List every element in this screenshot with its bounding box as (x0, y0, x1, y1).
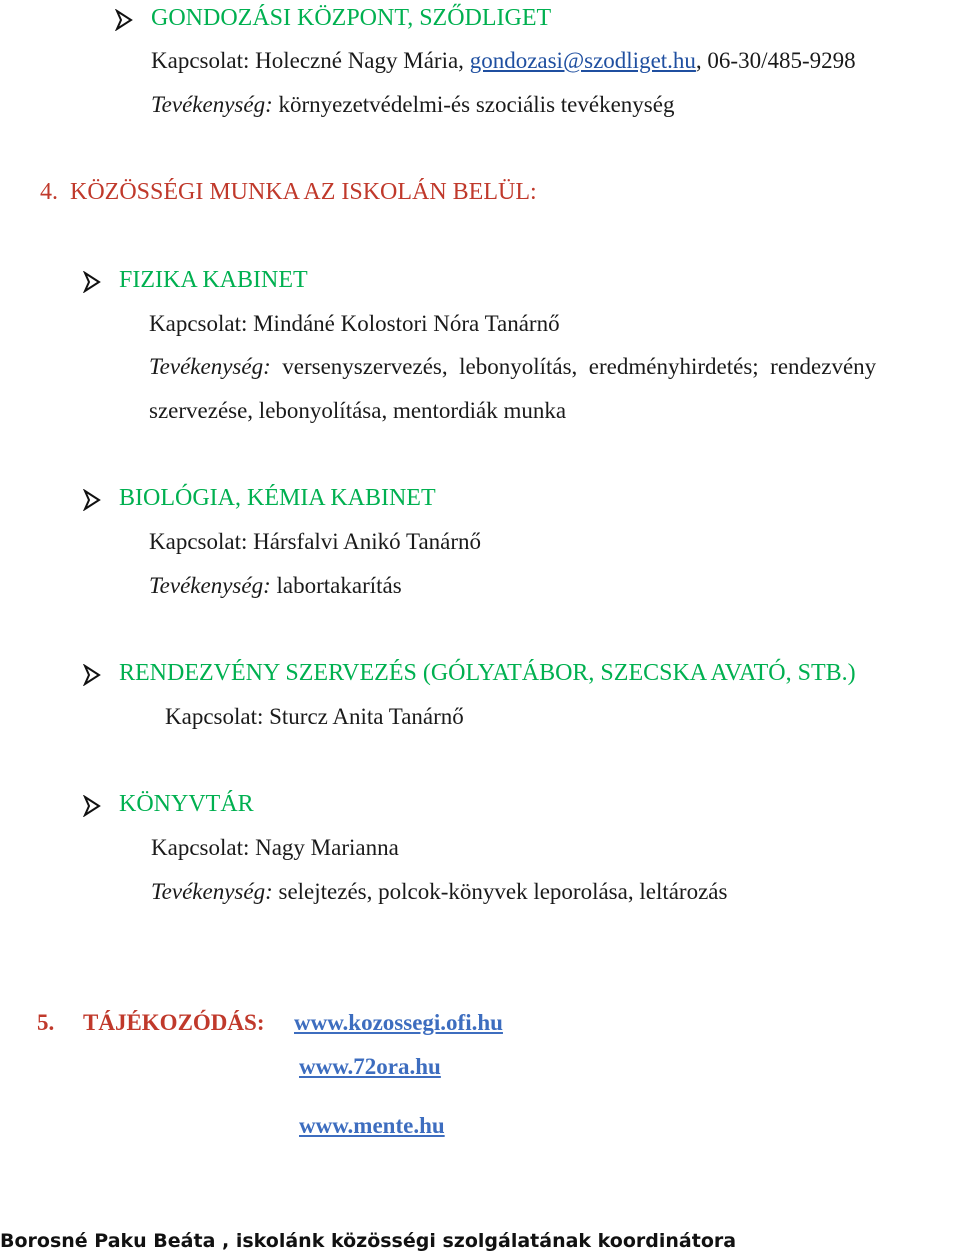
activity-text: versenyszervezés, lebonyolítás, eredményhirdetés; rendezvény (282, 354, 877, 379)
contact-line-gondozasi (151, 48, 856, 74)
bullet-arrow-icon (82, 489, 102, 511)
link-72ora[interactable]: www.72ora.hu (299, 1054, 441, 1079)
section-title-biologia: BIOLÓGIA, KÉMIA KABINET (119, 485, 436, 511)
bullet-arrow-icon (82, 271, 102, 293)
section-number-5: 5. (37, 1010, 55, 1035)
activity-line-fizika (149, 354, 876, 380)
section-title-fizika: FIZIKA KABINET (119, 267, 308, 293)
contact-name: Holeczné Nagy Mária, (255, 48, 464, 73)
email-link[interactable]: gondozasi@szodliget.hu (469, 48, 696, 73)
link-mente[interactable]: www.mente.hu (299, 1113, 445, 1138)
section-title-gondozasi: GONDOZÁSI KÖZPONT, SZŐDLIGET (151, 5, 552, 31)
activity-line2-fizika: szervezése, lebonyolítása, mentordiák munka (149, 398, 567, 423)
contact-label: Kapcsolat: (151, 48, 250, 73)
activity-label: Tevékenység: (149, 354, 271, 379)
activity-line-konyvtar (151, 879, 727, 905)
bullet-arrow-icon (82, 664, 102, 686)
section-heading-4: 4. KÖZÖSSÉGI MUNKA AZ ISKOLÁN BELÜL: (40, 179, 537, 205)
contact-line-fizika: Kapcsolat: Mindáné Kolostori Nóra Tanárnő (149, 311, 560, 336)
activity-line-biologia (149, 573, 402, 599)
phone-number: , 06-30/485-9298 (695, 48, 856, 73)
contact-line-rendezveny: Kapcsolat: Sturcz Anita Tanárnő (165, 704, 464, 729)
bullet-arrow-icon (114, 9, 134, 31)
section-title-konyvtar: KÖNYVTÁR (119, 791, 254, 817)
link-kozossegi[interactable]: www.kozossegi.ofi.hu (294, 1010, 503, 1035)
footer-author: Borosné Paku Beáta , iskolánk közösségi szolgálatának koordinátora (0, 1230, 737, 1252)
activity-text: selejtezés, polcok-könyvek leporolása, leltározás (278, 879, 728, 904)
activity-line-gondozasi (151, 92, 674, 118)
section-heading-5: TÁJÉKOZÓDÁS: (83, 1010, 265, 1035)
contact-line-konyvtar: Kapcsolat: Nagy Marianna (151, 835, 399, 860)
activity-label: Tevékenység: (149, 573, 271, 598)
contact-line-biologia: Kapcsolat: Hársfalvi Anikó Tanárnő (149, 529, 482, 554)
activity-text: környezetvédelmi-és szociális tevékenység (278, 92, 675, 117)
bullet-arrow-icon (82, 795, 102, 817)
section-title-rendezveny: RENDEZVÉNY SZERVEZÉS (GÓLYATÁBOR, SZECSKA AVATÓ, STB.) (119, 660, 856, 686)
activity-text: labortakarítás (276, 573, 402, 598)
activity-label: Tevékenység: (151, 879, 273, 904)
activity-label: Tevékenység: (151, 92, 273, 117)
